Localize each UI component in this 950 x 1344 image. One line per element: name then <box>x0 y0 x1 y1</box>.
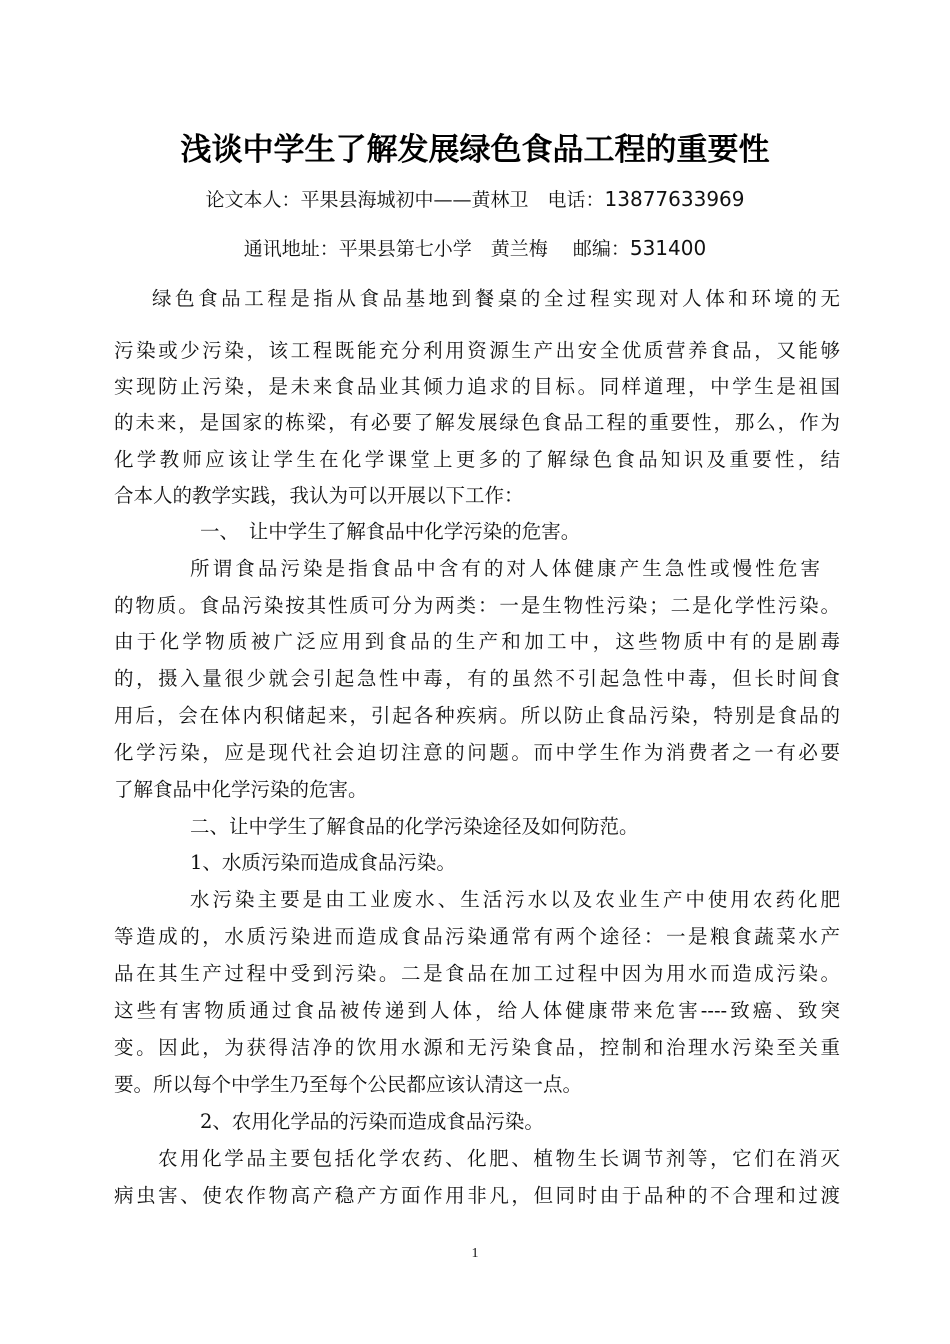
subsection-heading-2: 2、农用化学品的污染而造成食品污染。 <box>200 1110 544 1133</box>
section-heading-2: 二、让中学生了解食品的化学污染途径及如何防范。 <box>190 815 639 838</box>
section-heading-1: 一、 让中学生了解食品中化学污染的危害。 <box>200 520 581 543</box>
body-line: 的未来，是国家的栋梁，有必要了解发展绿色食品工程的重要性，那么，作为 <box>114 411 840 434</box>
address-postcode: 531400 <box>629 236 707 260</box>
body-line: 用后，会在体内积储起来，引起各种疾病。所以防止食品污染，特别是食品的 <box>114 704 840 727</box>
body-line: 合本人的教学实践，我认为可以开展以下工作： <box>114 484 524 507</box>
document-title: 浅谈中学生了解发展绿色食品工程的重要性 <box>180 132 770 168</box>
body-line: 污染或少污染，该工程既能充分利用资源生产出安全优质营养食品，又能够 <box>114 339 840 362</box>
body-line: 的物质。食品污染按其性质可分为两类：一是生物性污染；二是化学性污染。 <box>114 594 840 617</box>
body-line: 的，摄入量很少就会引起急性中毒，有的虽然不引起急性中毒，但长时间食 <box>114 667 840 690</box>
body-line: 绿色食品工程是指从食品基地到餐桌的全过程实现对人体和环境的无 <box>152 287 840 310</box>
body-line: 变。因此，为获得洁净的饮用水源和无污染食品，控制和治理水污染至关重 <box>114 1036 840 1059</box>
body-line: 水污染主要是由工业废水、生活污水以及农业生产中使用农药化肥 <box>190 888 840 911</box>
body-line: 病虫害、使农作物高产稳产方面作用非凡，但同时由于品种的不合理和过渡 <box>114 1184 840 1207</box>
address-label: 通讯地址：平果县第七小学 黄兰梅 邮编： <box>243 238 630 260</box>
body-line: 这些有害物质通过食品被传递到人体，给人体健康带来危害----致癌、致突 <box>114 999 840 1022</box>
body-line: 化学教师应该让学生在化学课堂上更多的了解绿色食品知识及重要性，结 <box>114 448 840 471</box>
author-line <box>0 184 950 215</box>
page-number: 1 <box>471 1246 479 1261</box>
subsection-heading-1: 1、水质污染而造成食品污染。 <box>190 851 456 874</box>
body-line: 由于化学物质被广泛应用到食品的生产和加工中，这些物质中有的是剧毒 <box>114 630 840 653</box>
body-line: 等造成的，水质污染进而造成食品污染通常有两个途径：一是粮食蔬菜水产 <box>114 925 840 948</box>
author-label: 论文本人：平果县海城初中——黄林卫 电话： <box>205 189 605 211</box>
body-line: 化学污染，应是现代社会迫切注意的问题。而中学生作为消费者之一有必要 <box>114 741 840 764</box>
address-line <box>0 233 950 264</box>
body-line: 农用化学品主要包括化学农药、化肥、植物生长调节剂等，它们在消灭 <box>158 1147 840 1170</box>
body-line: 品在其生产过程中受到污染。二是食品在加工过程中因为用水而造成污染。 <box>114 962 840 985</box>
author-phone: 13877633969 <box>604 187 745 211</box>
body-line: 所谓食品污染是指食品中含有的对人体健康产生急性或慢性危害 <box>190 557 820 580</box>
body-line: 要。所以每个中学生乃至每个公民都应该认清这一点。 <box>114 1073 583 1096</box>
body-line: 实现防止污染，是未来食品业其倾力追求的目标。同样道理，中学生是祖国 <box>114 375 840 398</box>
body-line: 了解食品中化学污染的危害。 <box>114 778 368 801</box>
